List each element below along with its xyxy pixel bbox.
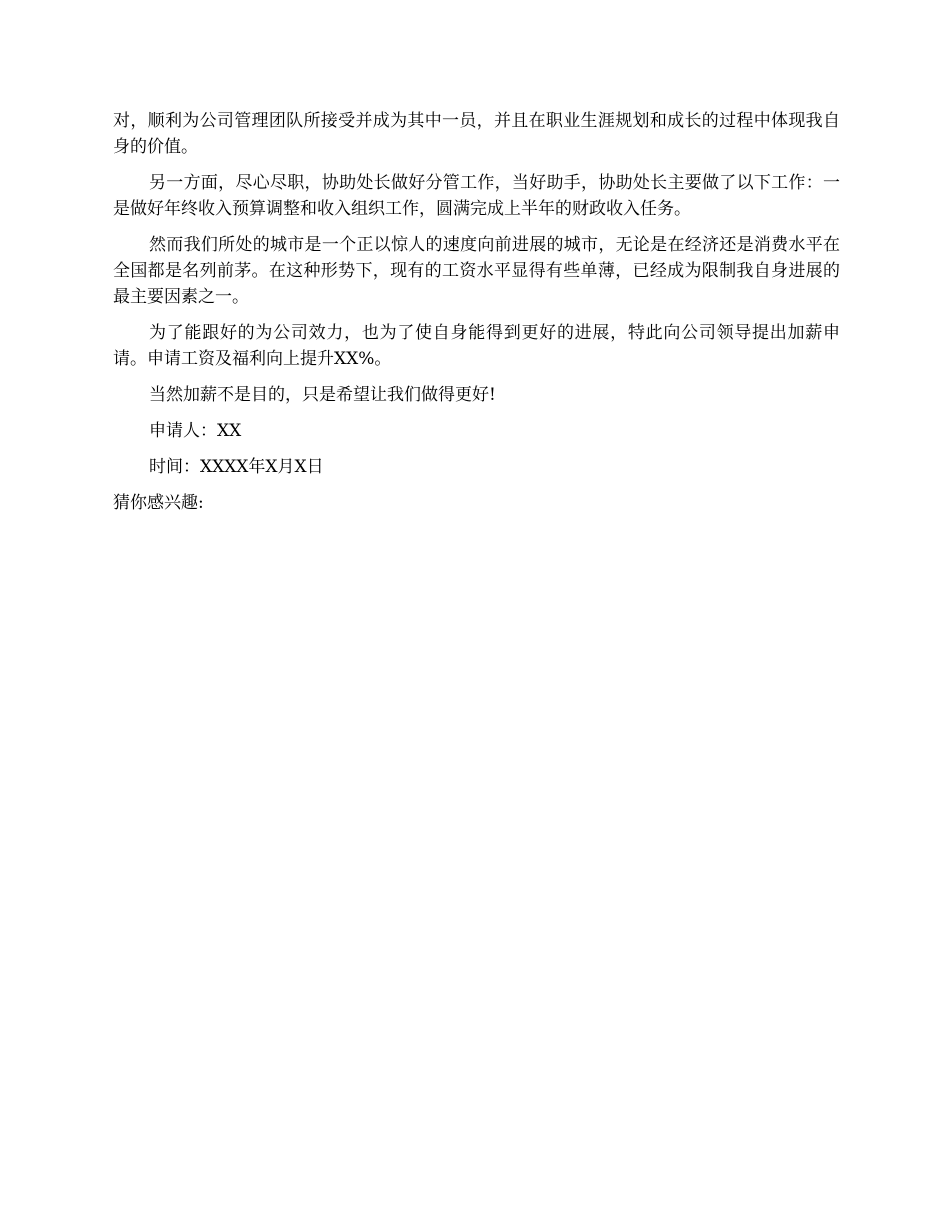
- paragraph-raise-request: 为了能跟好的为公司效力，也为了使自身能得到更好的进展，特此向公司领导提出加薪申请。申请工资及福利向上提升XX%。: [113, 323, 840, 369]
- paragraph-city-development: 然而我们所处的城市是一个正以惊人的速度向前进展的城市，无论是在经济还是消费水平在全国都是名列前茅。在这种形势下，现有的工资水平显得有些单薄，已经成为限制我自身进展的最主要因素之一。: [113, 235, 840, 307]
- applicant-line: 申请人：XX: [149, 421, 242, 441]
- paragraph-assist-work: 另一方面，尽心尽职，协助处长做好分管工作，当好助手，协助处长主要做了以下工作：一是做好年终收入预算调整和收入组织工作，圆满完成上半年的财政收入任务。: [113, 173, 840, 219]
- related-heading: 猜你感兴趣:: [113, 493, 204, 513]
- date-line: 时间：XXXX年X月X日: [149, 457, 324, 477]
- paragraph-continuation: 对，顺利为公司管理团队所接受并成为其中一员，并且在职业生涯规划和成长的过程中体现我自身的价值。: [113, 111, 840, 157]
- document-body: [113, 108, 840, 526]
- paragraph-closing: 当然加薪不是目的，只是希望让我们做得更好!: [149, 385, 496, 405]
